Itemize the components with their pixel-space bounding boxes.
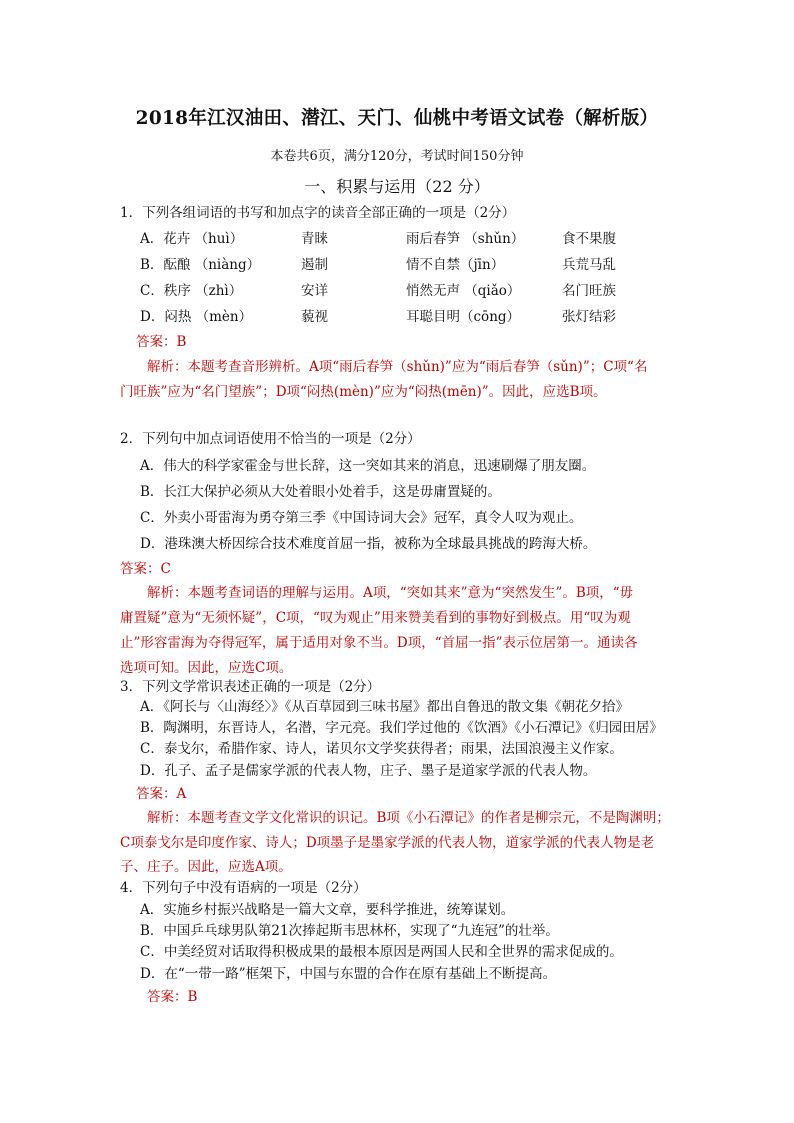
q1-analysis-line2: 门旺族”应为“名门望族”；D项“闷热(mèn)”应为“闷热(mēn)”。因此，应选B项。	[120, 384, 607, 400]
q3-analysis-line3: 子、庄子。因此，应选A项。	[120, 859, 292, 875]
q4-option-c: C．中美经贸对话取得积极成果的最根本原因是两国人民和全世界的需求促成的。	[140, 944, 623, 960]
q1-stem: 1．下列各组词语的书写和加点字的读音全部正确的一项是（2分）	[120, 205, 516, 221]
q1-b-col3: 情不自禁（jīn）	[406, 257, 505, 273]
q3-option-a: A．《阿长与〈山海经〉》《从百草园到三味书屋》都出自鲁迅的散文集《朝花夕拾》	[140, 699, 629, 715]
q2-option-b: B．长江大保护必须从大处着眼小处着手，这是毋庸置疑的。	[140, 484, 501, 500]
q1-b-col2: 遏制	[301, 257, 328, 273]
q1-c-col3: 悄然无声 （qiǎo）	[406, 283, 521, 299]
q1-a-col1: A．花卉 （huì）	[140, 231, 244, 247]
q3-stem: 3．下列文学常识表述正确的一项是（2分）	[120, 679, 381, 695]
q2-analysis-line1: 解析：本题考查词语的理解与运用。A项，“突如其来”意为“突然发生”。B项，“毋	[147, 585, 634, 601]
q1-d-col4: 张灯结彩	[562, 309, 616, 325]
q2-stem: 2．下列句中加点词语使用不恰当的一项是（2分）	[120, 431, 421, 447]
q1-a-col4: 食不果腹	[562, 231, 616, 247]
q4-option-d: D．在“一带一路”框架下，中国与东盟的合作在原有基础上不断提高。	[140, 966, 557, 982]
q2-option-c: C．外卖小哥雷海为勇夺第三季《中国诗词大会》冠军，真令人叹为观止。	[140, 510, 583, 526]
q4-stem: 4．下列句子中没有语病的一项是（2分）	[120, 880, 367, 896]
q2-option-d: D．港珠澳大桥因综合技术难度首屈一指，被称为全球最具挑战的跨海大桥。	[140, 536, 597, 552]
section-heading: 一、积累与运用（22 分）	[304, 177, 490, 196]
document-subtitle: 本卷共6页，满分120分，考试时间150分钟	[270, 149, 524, 164]
q2-analysis-line2: 庸置疑”意为“无须怀疑”，C项，“叹为观止”用来赞美看到的事物好到极点。用“叹为观	[120, 610, 631, 626]
q3-option-b: B．陶渊明，东晋诗人，名潜，字元亮。我们学过他的《饮酒》《小石潭记》《归园田居》	[140, 720, 663, 736]
q1-answer: 答案：B	[136, 334, 187, 350]
q3-option-d: D．孔子、孟子是儒家学派的代表人物，庄子、墨子是道家学派的代表人物。	[140, 763, 597, 779]
q1-c-col2: 安详	[301, 283, 328, 299]
q1-analysis-line1: 解析：本题考查音形辨析。A项“雨后春笋（shǔn)”应为“雨后春笋（sǔn)”；C项“名	[147, 359, 648, 375]
q4-answer: 答案：B	[147, 989, 198, 1005]
document-title: 2018年江汉油田、潜江、天门、仙桃中考语文试卷（解析版）	[135, 108, 659, 129]
q2-analysis-line3: 止”形容雷海为夺得冠军，属于适用对象不当。D项，“首屈一指”表示位居第一。通读各	[120, 635, 638, 651]
q3-analysis-line1: 解析：本题考查文学文化常识的识记。B项《小石潭记》的作者是柳宗元，不是陶渊明；	[147, 810, 670, 826]
q1-c-col4: 名门旺族	[562, 283, 616, 299]
q1-b-col1: B．酝酿 （niàng）	[140, 257, 261, 273]
q2-analysis-line4: 选项可知。因此，应选C项。	[120, 660, 293, 676]
q2-option-a: A．伟大的科学家霍金与世长辞，这一突如其来的消息，迅速刷爆了朋友圈。	[140, 458, 596, 474]
q3-analysis-line2: C项泰戈尔是印度作家、诗人；D项墨子是墨家学派的代表人物，道家学派的代表人物是老	[120, 835, 655, 851]
q1-d-col2: 藐视	[301, 309, 328, 325]
q1-d-col1: D．闷热 （mèn）	[140, 309, 253, 325]
q1-b-col4: 兵荒马乱	[562, 257, 616, 273]
q3-option-c: C．泰戈尔，希腊作家、诗人，诺贝尔文学奖获得者；雨果，法国浪漫主义作家。	[140, 741, 623, 757]
q3-answer: 答案：A	[136, 786, 187, 802]
q1-a-col3: 雨后春笋 （shǔn）	[406, 231, 525, 247]
q4-option-b: B．中国乒乓球男队第21次捧起斯韦思林杯，实现了“九连冠”的壮举。	[140, 923, 559, 939]
q1-a-col2: 青睐	[301, 231, 328, 247]
q2-answer: 答案：C	[120, 561, 171, 577]
q1-d-col3: 耳聪目明（cōng）	[406, 309, 521, 325]
q4-option-a: A．实施乡村振兴战略是一篇大文章，要科学推进，统筹谋划。	[140, 902, 515, 918]
q1-c-col1: C．秩序 （zhì）	[140, 283, 243, 299]
